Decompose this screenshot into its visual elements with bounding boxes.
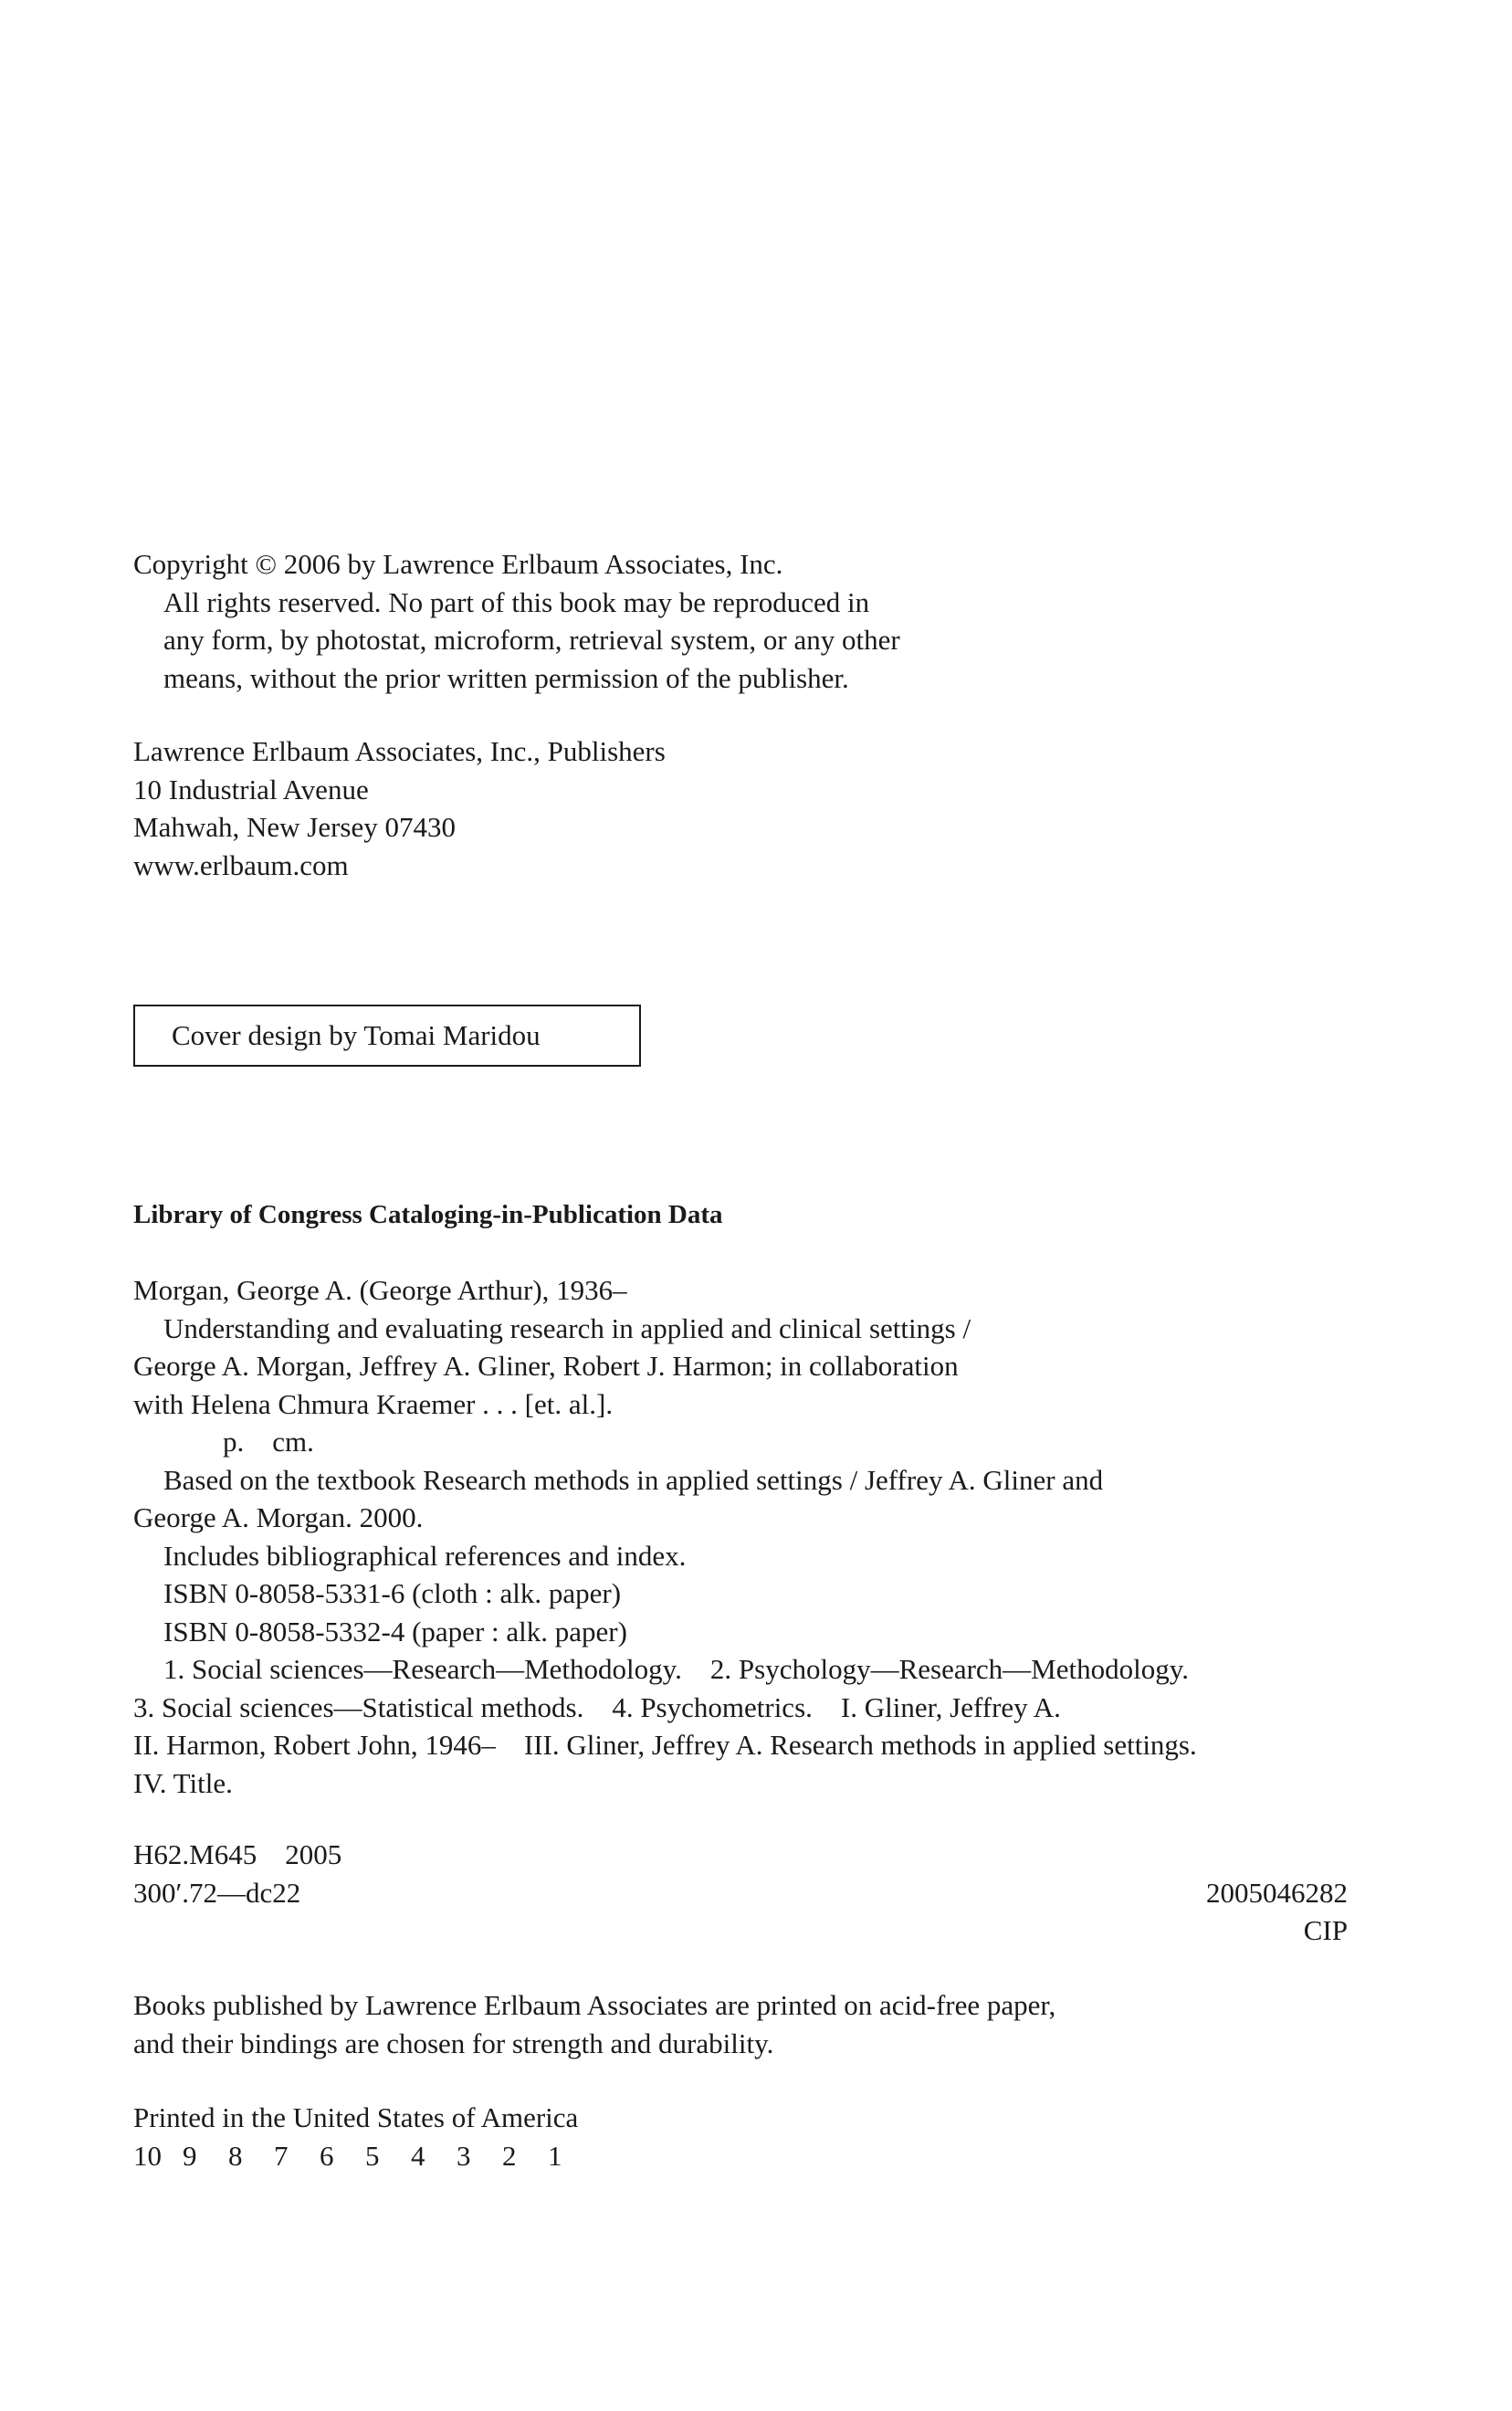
cip-line: with Helena Chmura Kraemer . . . [et. al.]. bbox=[133, 1387, 614, 1420]
cip-line: Morgan, George A. (George Arthur), 1936– bbox=[133, 1274, 627, 1306]
publisher-name: Lawrence Erlbaum Associates, Inc., Publishers bbox=[133, 735, 666, 767]
paper-note bbox=[133, 1986, 1055, 2062]
printer-key-number: 4 bbox=[411, 2139, 425, 2172]
cover-credit: Cover design by Tomai Maridou bbox=[172, 1019, 541, 1051]
cip-line: ISBN 0-8058-5332-4 (paper : alk. paper) bbox=[163, 1615, 627, 1648]
cip-line: George A. Morgan, Jeffrey A. Gliner, Robert J. Harmon; in collaboration bbox=[133, 1350, 959, 1382]
cover-credit-box bbox=[133, 1005, 641, 1067]
cip-line: Includes bibliographical references and index. bbox=[163, 1539, 687, 1572]
cip-line: IV. Title. bbox=[133, 1766, 233, 1799]
paper-note-line: and their bindings are chosen for strength and durability. bbox=[133, 2027, 774, 2059]
publisher-street: 10 Industrial Avenue bbox=[133, 773, 369, 805]
printing-info bbox=[133, 2099, 593, 2174]
printer-key-number: 9 bbox=[183, 2139, 197, 2172]
printer-key-number: 1 bbox=[548, 2139, 562, 2172]
paper-note-line: Books published by Lawrence Erlbaum Associates are printed on acid-free paper, bbox=[133, 1989, 1056, 2021]
copyright-notice bbox=[133, 545, 900, 697]
copyright-line: Copyright © 2006 by Lawrence Erlbaum Associates, Inc. bbox=[133, 548, 783, 580]
printer-key-number: 6 bbox=[320, 2139, 334, 2172]
rights-line: All rights reserved. No part of this book may be reproduced in bbox=[163, 585, 870, 618]
rights-line: means, without the prior written permission of the publisher. bbox=[163, 661, 849, 694]
cip-record bbox=[133, 1271, 1197, 1802]
cip-line: 3. Social sciences—Statistical methods. 4. Psychometrics. I. Gliner, Jeffrey A. bbox=[133, 1690, 1061, 1723]
printer-key-number: 3 bbox=[457, 2139, 471, 2172]
lccn-number: 2005046282 bbox=[1206, 1876, 1348, 1909]
cip-line: George A. Morgan. 2000. bbox=[133, 1501, 424, 1533]
cip-line: p. cm. bbox=[223, 1426, 314, 1458]
printed-in: Printed in the United States of America bbox=[133, 2101, 579, 2133]
cip-line: Based on the textbook Research methods in applied settings / Jeffrey A. Gliner and bbox=[163, 1463, 1104, 1496]
lc-call-number: H62.M645 2005 bbox=[133, 1838, 342, 1870]
printer-key bbox=[133, 2137, 593, 2175]
printer-key-number: 5 bbox=[365, 2139, 380, 2172]
publisher-address bbox=[133, 732, 666, 884]
cip-line: II. Harmon, Robert John, 1946– III. Gliner, Jeffrey A. Research methods in applied settings. bbox=[133, 1729, 1197, 1761]
printer-key-number: 2 bbox=[502, 2139, 517, 2172]
cip-line: 1. Social sciences—Research—Methodology. 2. Psychology—Research—Methodology. bbox=[163, 1653, 1189, 1685]
printer-key-number: 7 bbox=[274, 2139, 289, 2172]
cip-heading: Library of Congress Cataloging-in-Publication Data bbox=[133, 1200, 723, 1229]
dewey-number: 300′.72—dc22 bbox=[133, 1876, 301, 1909]
dewey-row bbox=[133, 1874, 1348, 1912]
cip-line: ISBN 0-8058-5331-6 (cloth : alk. paper) bbox=[163, 1577, 622, 1609]
classification-numbers bbox=[133, 1836, 1348, 1950]
publisher-city: Mahwah, New Jersey 07430 bbox=[133, 811, 456, 843]
publisher-website: www.erlbaum.com bbox=[133, 848, 349, 881]
cip-line: Understanding and evaluating research in applied and clinical settings / bbox=[163, 1311, 971, 1344]
rights-line: any form, by photostat, microform, retrieval system, or any other bbox=[163, 624, 900, 656]
printer-key-number: 8 bbox=[228, 2139, 243, 2172]
printer-key-number: 10 bbox=[133, 2139, 162, 2172]
cip-label: CIP bbox=[1303, 1914, 1348, 1946]
